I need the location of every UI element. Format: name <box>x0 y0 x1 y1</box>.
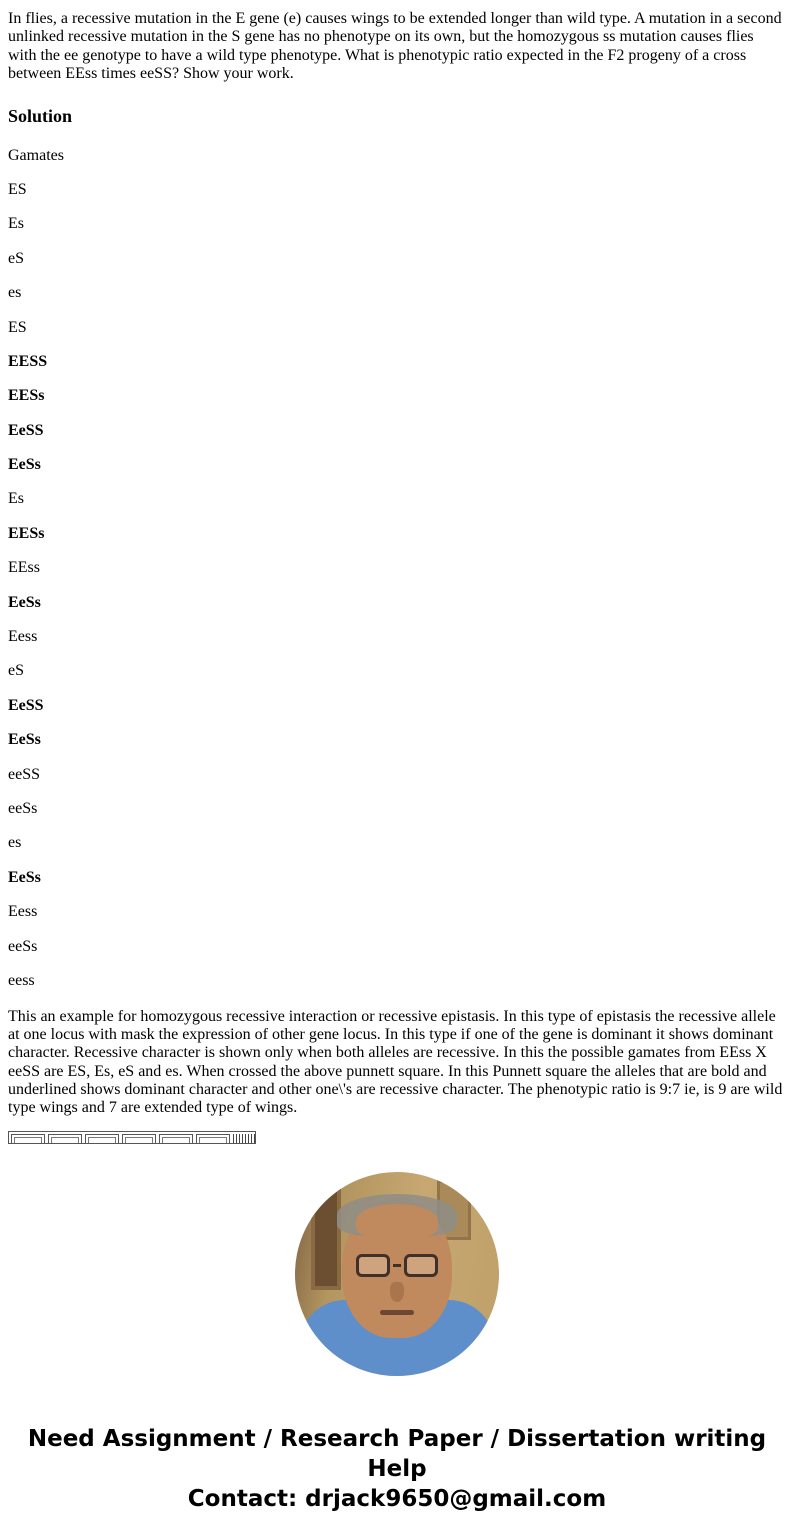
photo-face <box>342 1198 452 1338</box>
gamete-line: EESs <box>8 387 45 405</box>
gamete-line: eS <box>8 249 24 267</box>
table-cell <box>85 1134 119 1144</box>
gamete-line: Eess <box>8 628 38 646</box>
explanation-text: This an example for homozygous recessive interaction or recessive epistasis. In this type of epistasis the recessive allele at one locus with mask the expression of other gene locus. In this type if one of the gene is dominant it shows dominant character. Recessive character is shown only when both alleles are recessive. In this the possible gamates from EEss X eeSS are ES, Es, eS and es. When crossed the above punnett square. In this Punnett square the alleles that are bold and underlined shows dominant character and other one\'s are recessive character. The phenotypic ratio is 9:7 ie, is 9 are wild type wings and 7 are extended type of wings. <box>8 1008 783 1116</box>
gamete-line: Es <box>8 490 24 508</box>
table-cell <box>48 1134 82 1144</box>
gamete-line: ES <box>8 180 27 198</box>
gamete-line: Eess <box>8 903 38 921</box>
table-cell <box>122 1134 156 1144</box>
gamete-line: eeSS <box>8 765 40 783</box>
gamete-line: eeSs <box>8 799 38 817</box>
gamete-line: ES <box>8 318 27 336</box>
gamete-line: eS <box>8 662 24 680</box>
table-cell <box>159 1134 193 1144</box>
photo-forehead <box>356 1204 438 1238</box>
punnett-table-fragment-image <box>8 1131 256 1144</box>
gamete-line: es <box>8 834 22 852</box>
gamete-line: EeSs <box>8 593 41 611</box>
gamete-line: es <box>8 284 22 302</box>
gamete-line: EESs <box>8 524 45 542</box>
gamete-line: EeSs <box>8 731 41 749</box>
photo-mouth <box>380 1310 414 1315</box>
footer-contact-line: Contact: drjack9650@gmail.com <box>187 1485 607 1512</box>
table-cell <box>196 1134 230 1144</box>
gametes-list <box>8 147 786 991</box>
glasses-right-lens <box>404 1254 438 1277</box>
question-text: In flies, a recessive mutation in the E gene (e) causes wings to be extended longer than wild type. A mutation in a second unlinked recessive mutation in the S gene has no phenotype on its own, but the homozygous ss mutation causes flies with the ee genotype to have a wild type phenotype. What is phenotypic ratio expected in the F2 progeny of a cross between EEss times eeSS? Show your work. <box>8 10 782 83</box>
gamete-line: EeSS <box>8 696 44 714</box>
document <box>8 10 786 1514</box>
gamete-line: eeSs <box>8 937 38 955</box>
gamete-line: eess <box>8 971 35 989</box>
gamete-line: EEss <box>8 559 40 577</box>
gamete-line: Es <box>8 215 24 233</box>
photo-background-frame <box>311 1172 341 1290</box>
glasses-left-lens <box>356 1254 390 1277</box>
footer-help-line: Need Assignment / Research Paper / Dissertation writing Help <box>27 1425 767 1482</box>
glasses-bridge <box>393 1264 401 1267</box>
table-stripes <box>233 1134 255 1144</box>
glasses-icon <box>342 1254 452 1277</box>
gamete-line: EESS <box>8 352 48 370</box>
gamete-line: Gamates <box>8 146 64 164</box>
avatar-photo <box>295 1172 499 1376</box>
table-cell <box>11 1134 45 1144</box>
gamete-line: EeSs <box>8 456 41 474</box>
avatar-section <box>8 1172 786 1376</box>
gamete-line: EeSs <box>8 868 41 886</box>
footer-help-text <box>8 1424 786 1514</box>
photo-nose <box>390 1282 404 1302</box>
solution-heading: Solution <box>8 105 73 126</box>
gamete-line: EeSS <box>8 421 44 439</box>
